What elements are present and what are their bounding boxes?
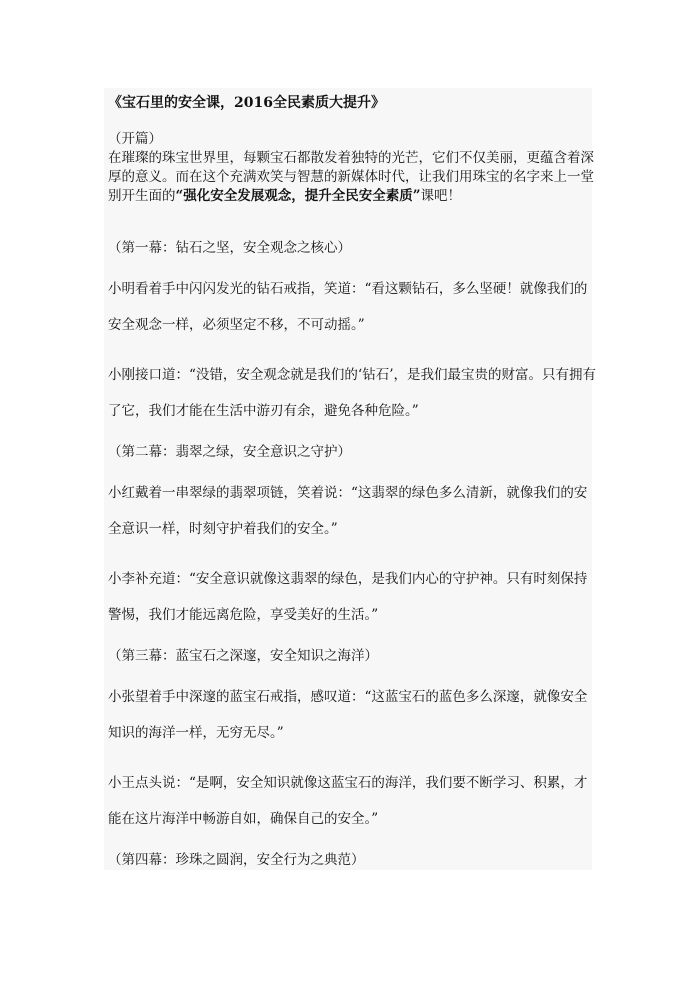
slogan-bold: “强化安全发展观念，提升全民安全素质” bbox=[175, 188, 421, 204]
act3-p1-line1: 小张望着手中深邃的蓝宝石戒指，感叹道：“这蓝宝石的蓝色多么深邃，就像安全 bbox=[108, 689, 588, 705]
act1-p2-line2: 了它，我们才能在生活中游刃有余，避免各种危险。” bbox=[108, 403, 419, 419]
act2-p1-line1: 小红戴着一串翠绿的翡翠项链，笑着说：“这翡翠的绿色多么清新，就像我们的安 bbox=[108, 485, 588, 501]
act1-p1-line1: 小明看着手中闪闪发光的钻石戒指，笑道：“看这颗钻石，多么坚硬！就像我们的 bbox=[108, 281, 588, 297]
act3-p2-line1: 小王点头说：“是啊，安全知识就像这蓝宝石的海洋，我们要不断学习、积累，才 bbox=[108, 775, 588, 791]
act2-p2-line2: 警惕，我们才能远离危险，享受美好的生活。” bbox=[108, 607, 379, 623]
act1-p2-line1: 小刚接口道：“没错，安全观念就是我们的‘钻石’，是我们最宝贵的财富。只有拥有 bbox=[108, 367, 596, 383]
act2-p1-line2: 全意识一样，时刻守护着我们的安全。” bbox=[108, 521, 338, 537]
act1-p1-line2: 安全观念一样，必须坚定不移，不可动摇。” bbox=[108, 317, 365, 333]
act2-heading: （第二幕：翡翠之绿，安全意识之守护） bbox=[108, 444, 351, 460]
act1-heading: （第一幕：钻石之坚，安全观念之核心） bbox=[108, 240, 351, 256]
opening-line-3-post: 课吧！ bbox=[420, 188, 462, 204]
opening-line-1: 在璀璨的珠宝世界里，每颗宝石都散发着独特的光芒，它们不仅美丽，更蕴含着深 bbox=[108, 150, 594, 166]
opening-line-3-pre: 别开生面的 bbox=[108, 188, 176, 204]
opening-section bbox=[108, 130, 594, 206]
act2-p2-line1: 小李补充道：“安全意识就像这翡翠的绿色，是我们内心的守护神。只有时刻保持 bbox=[108, 571, 588, 587]
opening-line-2: 厚的意义。而在这个充满欢笑与智慧的新媒体时代，让我们用珠宝的名字来上一堂 bbox=[108, 169, 594, 185]
act3-p1-line2: 知识的海洋一样，无穷无尽。” bbox=[108, 725, 284, 741]
act4-heading: （第四幕：珍珠之圆润，安全行为之典范） bbox=[108, 852, 365, 868]
act3-p2-line2: 能在这片海洋中畅游自如，确保自己的安全。” bbox=[108, 811, 379, 827]
act3-heading: （第三幕：蓝宝石之深邃，安全知识之海洋） bbox=[108, 648, 378, 664]
document-title: 《宝石里的安全课，2016全民素质大提升》 bbox=[108, 95, 385, 111]
opening-line-3 bbox=[108, 187, 594, 206]
opening-heading: （开篇） bbox=[108, 131, 162, 147]
